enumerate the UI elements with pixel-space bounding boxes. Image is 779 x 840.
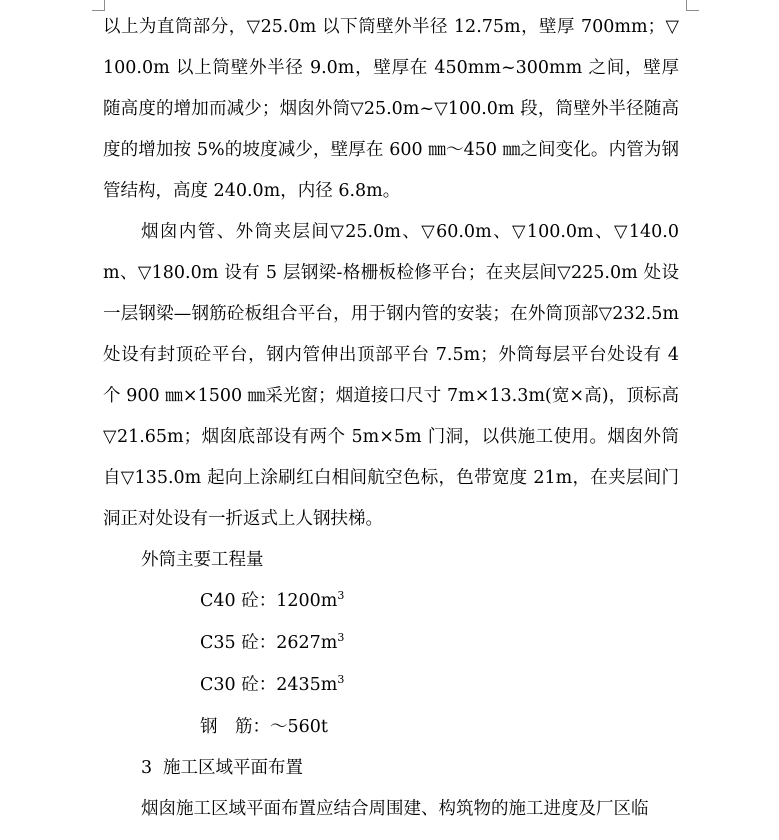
quantity-separator: ：	[252, 717, 270, 737]
page-corner-mark-right	[686, 0, 699, 11]
section-title: 施工区域平面布置	[163, 758, 303, 778]
quantity-label: C40 砼	[200, 591, 259, 611]
quantity-label: C30 砼	[200, 675, 259, 695]
quantity-item-c35	[103, 623, 679, 665]
quantity-unit-exponent: 3	[337, 673, 345, 686]
paragraph-site-layout: 烟囱施工区域平面布置应结合周围建、构筑物的施工进度及厂区临	[141, 799, 649, 819]
quantity-value: ～560t	[270, 717, 328, 737]
section-number: 3	[141, 758, 153, 778]
paragraph-platforms-description: 烟囱内管、外筒夹层间▽25.0m、▽60.0m、▽100.0m、▽140.0m、▽180.0m 设有 5 层钢梁-格栅板检修平台；在夹层间▽225.0m 处设一层钢梁—钢筋砼板组合平台，用于钢内管的安装；在外筒顶部▽232.5m 处设有封顶砼平台，钢内管伸出顶部平台 7.5m；外筒每层平台处设有 4 个 900 ㎜×1500 ㎜采光窗；烟道接口尺寸 7m×13.3m(宽×高)，顶标高▽21.65m；烟囱底部设有两个 5m×5m 门洞，以供施工使用。烟囱外筒自▽135.0m 起向上涂刷红白相间航空色标，色带宽度 21m，在夹层间门洞正对处设有一折返式上人钢扶梯。	[103, 222, 679, 529]
quantity-label: C35 砼	[200, 633, 259, 653]
paragraph-chimney-dimensions: 以上为直筒部分，▽25.0m 以下筒壁外半径 12.75m，壁厚 700mm；▽100.0m 以上筒壁外半径 9.0m，壁厚在 450mm~300mm 之间，壁厚随高度的增加而减少；烟囱外筒▽25.0m~▽100.0m 段，筒壁外半径随高度的增加按 5%的坡度减少，壁厚在 600 ㎜～450 ㎜之间变化。内管为钢管结构，高度 240.0m，内径 6.8m。	[103, 17, 679, 201]
quantity-item-steel	[103, 707, 679, 748]
quantity-value: 2627m	[276, 633, 338, 653]
quantity-separator: ：	[258, 633, 277, 653]
document-page	[103, 7, 679, 830]
section-heading	[103, 748, 679, 789]
quantities-list	[103, 540, 679, 748]
quantity-value: 1200m	[276, 591, 338, 611]
quantities-title: 外筒主要工程量	[141, 550, 264, 570]
quantity-item-c40	[103, 581, 679, 623]
quantity-unit-exponent: 3	[337, 631, 345, 644]
quantity-separator: ：	[258, 675, 277, 695]
quantity-item-c30	[103, 665, 679, 707]
quantity-label: 钢 筋	[200, 717, 253, 737]
quantity-separator: ：	[258, 591, 277, 611]
quantity-value: 2435m	[276, 675, 338, 695]
quantity-unit-exponent: 3	[337, 589, 345, 602]
